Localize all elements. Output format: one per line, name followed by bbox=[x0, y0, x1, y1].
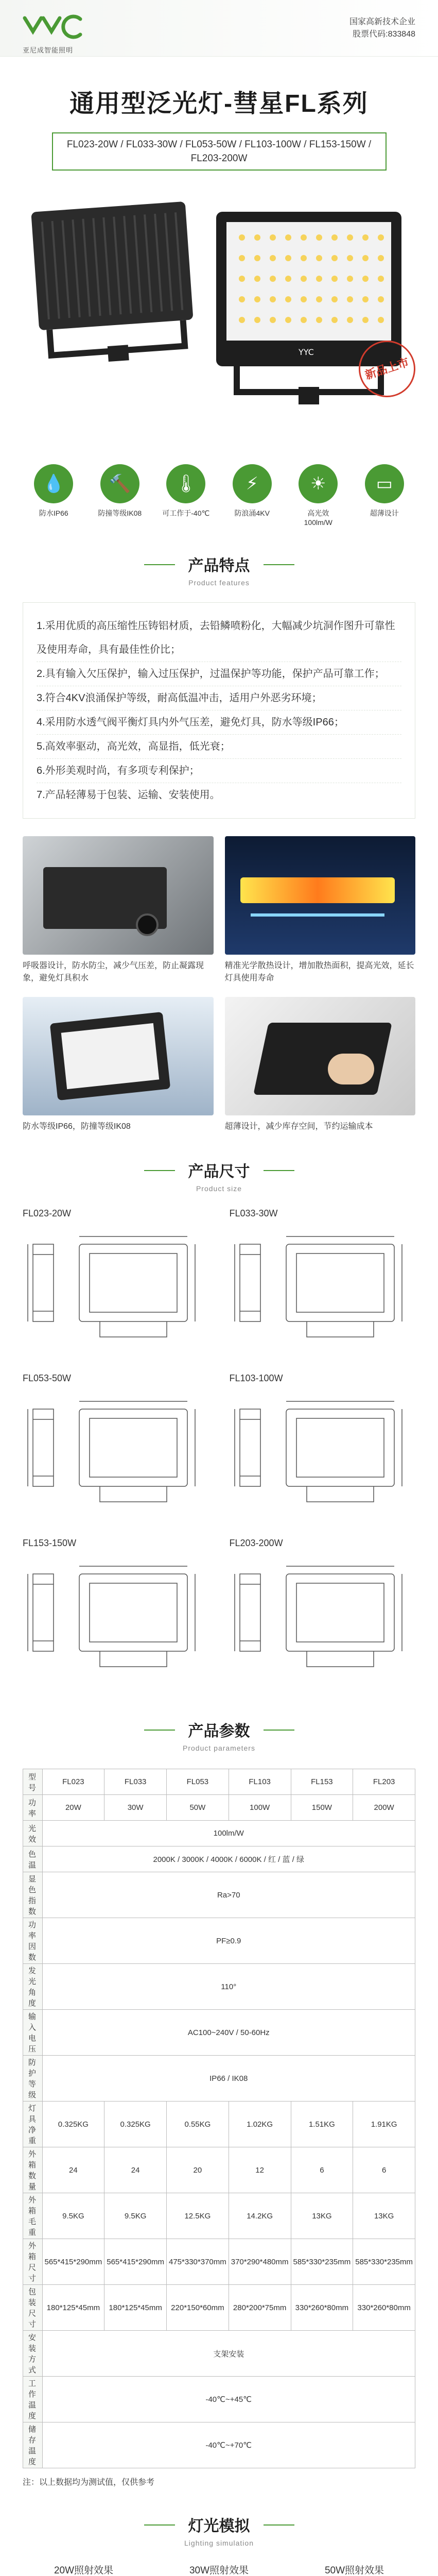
spec-cell: 20 bbox=[167, 2147, 229, 2193]
dimension-sketch-icon bbox=[23, 1388, 208, 1522]
dimension-model-label: FL023-20W bbox=[23, 1208, 72, 1218]
spec-row-header: 外箱尺寸 bbox=[23, 2239, 43, 2285]
spec-cell: 220*150*60mm bbox=[167, 2285, 229, 2331]
breather-valve-image bbox=[23, 836, 214, 955]
spec-cell: FL153 bbox=[291, 1769, 353, 1795]
spec-cell: 12 bbox=[229, 2147, 291, 2193]
feature-icon-label: 超薄设计 bbox=[370, 509, 399, 517]
spec-row bbox=[23, 1964, 415, 2010]
spec-cell: 24 bbox=[104, 2147, 167, 2193]
spec-cell: AC100~240V / 50-60Hz bbox=[42, 2010, 415, 2056]
spec-cell: FL203 bbox=[353, 1769, 415, 1795]
water-drop-icon: 💧 bbox=[34, 464, 73, 503]
spec-cell: 24 bbox=[42, 2147, 104, 2193]
dimension-drawing bbox=[23, 1208, 209, 1363]
spec-row-header: 色温 bbox=[23, 1846, 43, 1872]
waterproof-image bbox=[23, 997, 214, 1115]
distribution-card bbox=[291, 2563, 417, 2576]
distribution-heading-zh: 灯光模拟 bbox=[175, 2513, 264, 2536]
spec-cell: 6 bbox=[291, 2147, 353, 2193]
spec-cell: 100lm/W bbox=[42, 1821, 415, 1846]
spec-cell: 1.91KG bbox=[353, 2102, 415, 2147]
dimension-sketch-icon bbox=[23, 1553, 208, 1687]
detail-caption: 呼吸器设计，防水防尘，减少气压差，防止凝露现象，避免灯具积水 bbox=[23, 961, 204, 982]
feature-item: 6.外形美观时尚，有多项专利保护； bbox=[37, 759, 401, 783]
svg-text:YYC: YYC bbox=[299, 347, 314, 357]
feature-list bbox=[23, 602, 415, 819]
spec-cell: 330*260*80mm bbox=[353, 2285, 415, 2331]
company-info bbox=[349, 16, 415, 41]
dimension-drawing bbox=[230, 1373, 416, 1528]
brand-logo bbox=[23, 14, 84, 54]
spec-cell: 14.2KG bbox=[229, 2193, 291, 2239]
spec-cell: 12.5KG bbox=[167, 2193, 229, 2239]
spec-cell: 0.325KG bbox=[42, 2102, 104, 2147]
company-cert: 国家高新技术企业 bbox=[349, 17, 415, 26]
detail-grid bbox=[23, 836, 415, 1133]
spec-cell: FL053 bbox=[167, 1769, 229, 1795]
feature-item: 5.高效率驱动，高光效，高显指，低光衰； bbox=[37, 735, 401, 759]
spec-table bbox=[23, 1769, 415, 2468]
spec-row bbox=[23, 2147, 415, 2193]
spec-note: 注：以上数据均为测试值，仅供参考 bbox=[23, 2478, 155, 2487]
spec-row-header: 功率因数 bbox=[23, 1918, 43, 1964]
features-heading-en: Product features bbox=[188, 579, 250, 587]
detail-caption: 超薄设计，减少库存空间，节约运输成本 bbox=[224, 1122, 373, 1131]
spec-cell: Ra>70 bbox=[42, 1872, 415, 1918]
spec-row bbox=[23, 1918, 415, 1964]
spec-row bbox=[23, 1795, 415, 1821]
spec-cell: 6 bbox=[353, 2147, 415, 2193]
spec-row-header: 灯具净重 bbox=[23, 2102, 43, 2147]
distribution-card bbox=[21, 2563, 147, 2576]
spec-row bbox=[23, 1846, 415, 1872]
spec-row bbox=[23, 2193, 415, 2239]
model-list: FL023-20W / FL033-30W / FL053-50W / FL103-100W / FL153-150W / FL203-200W bbox=[52, 132, 387, 171]
spec-row bbox=[23, 2285, 415, 2331]
floodlight-back-image bbox=[10, 190, 217, 373]
feature-icon-label: 防浪涌4KV bbox=[234, 509, 270, 517]
spec-row bbox=[23, 2239, 415, 2285]
spec-cell: 330*260*80mm bbox=[291, 2285, 353, 2331]
feature-icon-label: 防撞等级IK08 bbox=[98, 509, 142, 517]
spec-cell: 1.02KG bbox=[229, 2102, 291, 2147]
distribution-heading bbox=[0, 2513, 438, 2547]
spec-row-header: 显色指数 bbox=[23, 1872, 43, 1918]
feature-item: 4.采用防水透气阀平衡灯具内外气压差，避免灯具，防水等级IP66； bbox=[37, 710, 401, 735]
spec-row-header: 发光角度 bbox=[23, 1964, 43, 2010]
spec-cell: FL023 bbox=[42, 1769, 104, 1795]
spec-cell: FL103 bbox=[229, 1769, 291, 1795]
distribution-heading-en: Lighting simulation bbox=[184, 2539, 254, 2547]
distribution-grid bbox=[21, 2563, 417, 2576]
dimension-drawing bbox=[230, 1208, 416, 1363]
feature-item: 3.符合4KV浪涌保护等级，耐高低温冲击，适用户外恶劣环境； bbox=[37, 686, 401, 710]
spec-cell: IP66 / IK08 bbox=[42, 2056, 415, 2102]
params-heading-en: Product parameters bbox=[183, 1744, 255, 1752]
feature-item: 2.具有输入欠压保护，输入过压保护，过温保护等功能，保护产品可靠工作； bbox=[37, 662, 401, 686]
dimensions-heading-zh: 产品尺寸 bbox=[175, 1159, 264, 1181]
spec-cell: 565*415*290mm bbox=[104, 2239, 167, 2285]
feature-item: 7.产品轻薄易于包装、运输、安装使用。 bbox=[37, 789, 220, 801]
page-title: 通用型泛光灯-彗星FL系列 bbox=[69, 90, 369, 117]
features-heading-zh: 产品特点 bbox=[175, 553, 264, 575]
thermal-image bbox=[225, 836, 416, 955]
spec-cell: 1.51KG bbox=[291, 2102, 353, 2147]
spec-row-header: 安装方式 bbox=[23, 2331, 43, 2377]
spec-cell: 支架安装 bbox=[42, 2331, 415, 2377]
detail-slim bbox=[225, 997, 416, 1133]
spec-cell: -40℃~+70℃ bbox=[42, 2422, 415, 2468]
spec-cell: 20W bbox=[42, 1795, 104, 1821]
spec-cell: 565*415*290mm bbox=[42, 2239, 104, 2285]
spec-cell: 50W bbox=[167, 1795, 229, 1821]
spec-cell: 280*200*75mm bbox=[229, 2285, 291, 2331]
lightning-icon: ⚡ bbox=[233, 464, 272, 503]
spec-row bbox=[23, 2331, 415, 2377]
detail-breather bbox=[23, 836, 214, 985]
slim-design-image bbox=[225, 997, 416, 1115]
brand-subtitle: 亚尼成智能照明 bbox=[23, 46, 74, 54]
spec-row-header: 工作温度 bbox=[23, 2377, 43, 2422]
spec-row-header: 包装尺寸 bbox=[23, 2285, 43, 2331]
spec-cell: 585*330*235mm bbox=[291, 2239, 353, 2285]
detail-caption: 精准光学散热设计，增加散热面积，提高光效，延长灯具使用寿命 bbox=[224, 961, 414, 982]
dimension-drawing bbox=[230, 1538, 416, 1692]
spec-cell: 9.5KG bbox=[104, 2193, 167, 2239]
spec-row bbox=[23, 1769, 415, 1795]
spec-cell: 0.325KG bbox=[104, 2102, 167, 2147]
dimension-model-label: FL053-50W bbox=[23, 1373, 72, 1383]
spec-cell: PF≥0.9 bbox=[42, 1918, 415, 1964]
spec-row bbox=[23, 1872, 415, 1918]
params-heading-zh: 产品参数 bbox=[175, 1718, 264, 1741]
spec-cell: 475*330*370mm bbox=[167, 2239, 229, 2285]
dimension-model-label: FL103-100W bbox=[229, 1373, 283, 1383]
spec-row bbox=[23, 1821, 415, 1846]
title-block bbox=[0, 57, 438, 171]
spec-row-header: 输入电压 bbox=[23, 2010, 43, 2056]
spec-row bbox=[23, 2010, 415, 2056]
spec-cell: 0.55KG bbox=[167, 2102, 229, 2147]
spec-row bbox=[23, 2422, 415, 2468]
spec-row-header: 外箱数量 bbox=[23, 2147, 43, 2193]
feature-icon-label: 高光效 100lm/W bbox=[304, 509, 332, 527]
params-heading bbox=[0, 1718, 438, 1752]
spec-cell: -40℃~+45℃ bbox=[42, 2377, 415, 2422]
detail-caption: 防水等级IP66，防撞等级IK08 bbox=[23, 1122, 131, 1131]
logo-mark-icon bbox=[23, 14, 84, 54]
distribution-card bbox=[156, 2563, 282, 2576]
spec-cell: 30W bbox=[104, 1795, 167, 1821]
spec-cell: 110° bbox=[42, 1964, 415, 2010]
distribution-title: 30W照射效果 bbox=[189, 2565, 249, 2576]
dimension-model-label: FL203-200W bbox=[229, 1538, 283, 1548]
spec-cell: FL033 bbox=[104, 1769, 167, 1795]
spec-cell: 180*125*45mm bbox=[42, 2285, 104, 2331]
spec-row bbox=[23, 2056, 415, 2102]
dimension-model-label: FL153-150W bbox=[23, 1538, 77, 1548]
spec-cell: 180*125*45mm bbox=[104, 2285, 167, 2331]
dimension-drawing bbox=[23, 1373, 209, 1528]
spec-cell: 370*290*480mm bbox=[229, 2239, 291, 2285]
dimension-sketch-icon bbox=[230, 1553, 415, 1687]
header bbox=[0, 0, 438, 57]
hero-images bbox=[0, 186, 438, 474]
spec-row-header: 外箱毛重 bbox=[23, 2193, 43, 2239]
dimension-drawings bbox=[23, 1208, 415, 1692]
dimensions-heading-en: Product size bbox=[196, 1184, 242, 1193]
dimensions-heading bbox=[0, 1159, 438, 1193]
efficiency-icon: ☀ bbox=[299, 464, 338, 503]
detail-optics bbox=[225, 836, 416, 985]
stock-code: 股票代码:833848 bbox=[353, 29, 415, 39]
dimension-sketch-icon bbox=[230, 1388, 415, 1522]
spec-row-header: 储存温度 bbox=[23, 2422, 43, 2468]
spec-cell: 9.5KG bbox=[42, 2193, 104, 2239]
spec-row-header: 功率 bbox=[23, 1795, 43, 1821]
detail-waterproof bbox=[23, 997, 214, 1133]
feature-icon-label: 防水IP66 bbox=[39, 509, 68, 517]
spec-cell: 2000K / 3000K / 4000K / 6000K / 红 / 蓝 / 绿 bbox=[42, 1846, 415, 1872]
spec-cell: 13KG bbox=[353, 2193, 415, 2239]
dimension-sketch-icon bbox=[23, 1224, 208, 1358]
spec-row bbox=[23, 2377, 415, 2422]
distribution-title: 50W照射效果 bbox=[324, 2565, 384, 2576]
dimension-model-label: FL033-30W bbox=[229, 1208, 278, 1218]
thermometer-icon: 🌡 bbox=[166, 464, 205, 503]
new-product-stamp: 新品上市 bbox=[352, 333, 423, 405]
slim-design-icon: ▭ bbox=[365, 464, 404, 503]
spec-cell: 200W bbox=[353, 1795, 415, 1821]
spec-cell: 585*330*235mm bbox=[353, 2239, 415, 2285]
spec-row-header: 防护等级 bbox=[23, 2056, 43, 2102]
hammer-icon: 🔨 bbox=[100, 464, 139, 503]
spec-row-header: 光效 bbox=[23, 1821, 43, 1846]
dimension-drawing bbox=[23, 1538, 209, 1692]
spec-cell: 150W bbox=[291, 1795, 353, 1821]
spec-cell: 13KG bbox=[291, 2193, 353, 2239]
spec-row-header: 型号 bbox=[23, 1769, 43, 1795]
feature-item: 1.采用优质的高压缩性压铸铝材质，去铅鳞喷粉化，大幅减少坑洞作图升可靠性及使用寿命，具有最佳性价比； bbox=[37, 614, 401, 662]
spec-cell: 100W bbox=[229, 1795, 291, 1821]
distribution-title: 20W照射效果 bbox=[54, 2565, 114, 2576]
features-heading bbox=[0, 553, 438, 587]
spec-row bbox=[23, 2102, 415, 2147]
dimension-sketch-icon bbox=[230, 1224, 415, 1358]
feature-icon-label: 可工作于-40℃ bbox=[162, 509, 210, 517]
